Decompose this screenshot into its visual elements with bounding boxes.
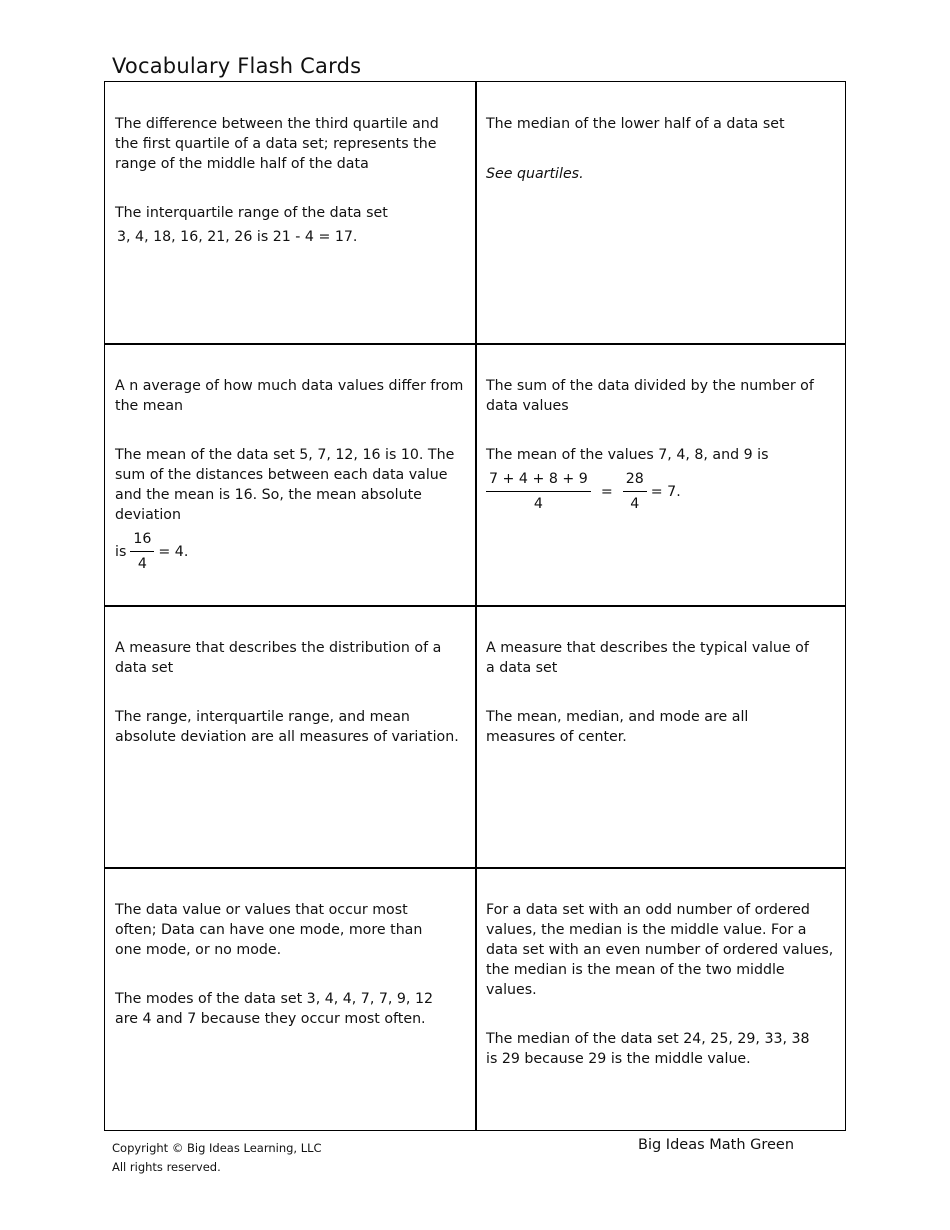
result-value: = 4. [158, 543, 189, 560]
flash-card-measure-of-center [476, 606, 847, 869]
card-definition: The data value or values that occur most often; Data can have one mode, more than one mode, or no mode. [115, 902, 423, 958]
card-example: The modes of the data set 3, 4, 4, 7, 7, 9, 12 are 4 and 7 because they occur most often. [115, 991, 433, 1027]
card-example: The mean of the values 7, 4, 8, and 9 is [486, 447, 769, 463]
card-example-calculation: 3, 4, 18, 16, 21, 26 is 21 - 4 = 17. [117, 229, 358, 245]
card-example: The mean of the data set 5, 7, 12, 16 is 10. The sum of the distances between each data value and the mean is 16. So, the mean absolute deviation [115, 447, 455, 523]
flash-card-mean-absolute-deviation [105, 344, 476, 607]
flash-card-grid [104, 81, 846, 1131]
flash-card-first-quartile [476, 82, 847, 345]
card-example: The range, interquartile range, and mean absolute deviation are all measures of variation. [115, 709, 459, 745]
flash-card-measure-of-variation [105, 606, 476, 869]
card-definition: The median of the lower half of a data set [486, 116, 785, 132]
fraction-denominator: 4 [137, 556, 147, 572]
flash-card-mode [105, 868, 476, 1131]
fraction-total [623, 469, 647, 514]
card-definition: A n average of how much data values differ from the mean [115, 378, 464, 414]
card-definition: The difference between the third quartile and the first quartile of a data set; represents the range of the middle half of the data [115, 116, 439, 172]
rights-text: All rights reserved. [112, 1160, 221, 1174]
copyright-text: Copyright © Big Ideas Learning, LLC [112, 1141, 322, 1155]
flash-card-median [476, 868, 847, 1131]
fraction-denominator: 4 [533, 496, 543, 512]
fraction-numerator: 28 [623, 469, 647, 492]
card-definition: The sum of the data divided by the number of data values [486, 378, 814, 414]
card-example-calculation [115, 529, 466, 574]
card-see-also: See quartiles. [486, 166, 584, 182]
fraction-numerator: 16 [130, 529, 154, 552]
footer-book-title: Big Ideas Math Green [638, 1137, 795, 1153]
fraction [130, 529, 154, 574]
flash-card-mean [476, 344, 847, 607]
page-title: Vocabulary Flash Cards [112, 54, 362, 78]
fraction-numerator: 7 + 4 + 8 + 9 [486, 469, 591, 492]
result-prefix: is [115, 543, 127, 560]
equals-sign: = [600, 483, 613, 500]
card-definition: A measure that describes the typical value of a data set [486, 640, 809, 676]
footer-copyright [112, 1139, 322, 1177]
flash-card-interquartile-range [105, 82, 476, 345]
card-example: The mean, median, and mode are all measures of center. [486, 709, 749, 745]
result-value: = 7. [650, 483, 681, 500]
card-example-calculation [486, 469, 837, 514]
card-example: The median of the data set 24, 25, 29, 33, 38 is 29 because 29 is the middle value. [486, 1031, 810, 1067]
card-definition: For a data set with an odd number of ordered values, the median is the middle value. For a data set with an even number of ordered values, the median is the mean of the two middle values. [486, 902, 834, 998]
fraction-denominator: 4 [630, 496, 640, 512]
card-definition: A measure that describes the distribution of a data set [115, 640, 442, 676]
fraction-sum [486, 469, 591, 514]
card-example: The interquartile range of the data set [115, 205, 388, 221]
